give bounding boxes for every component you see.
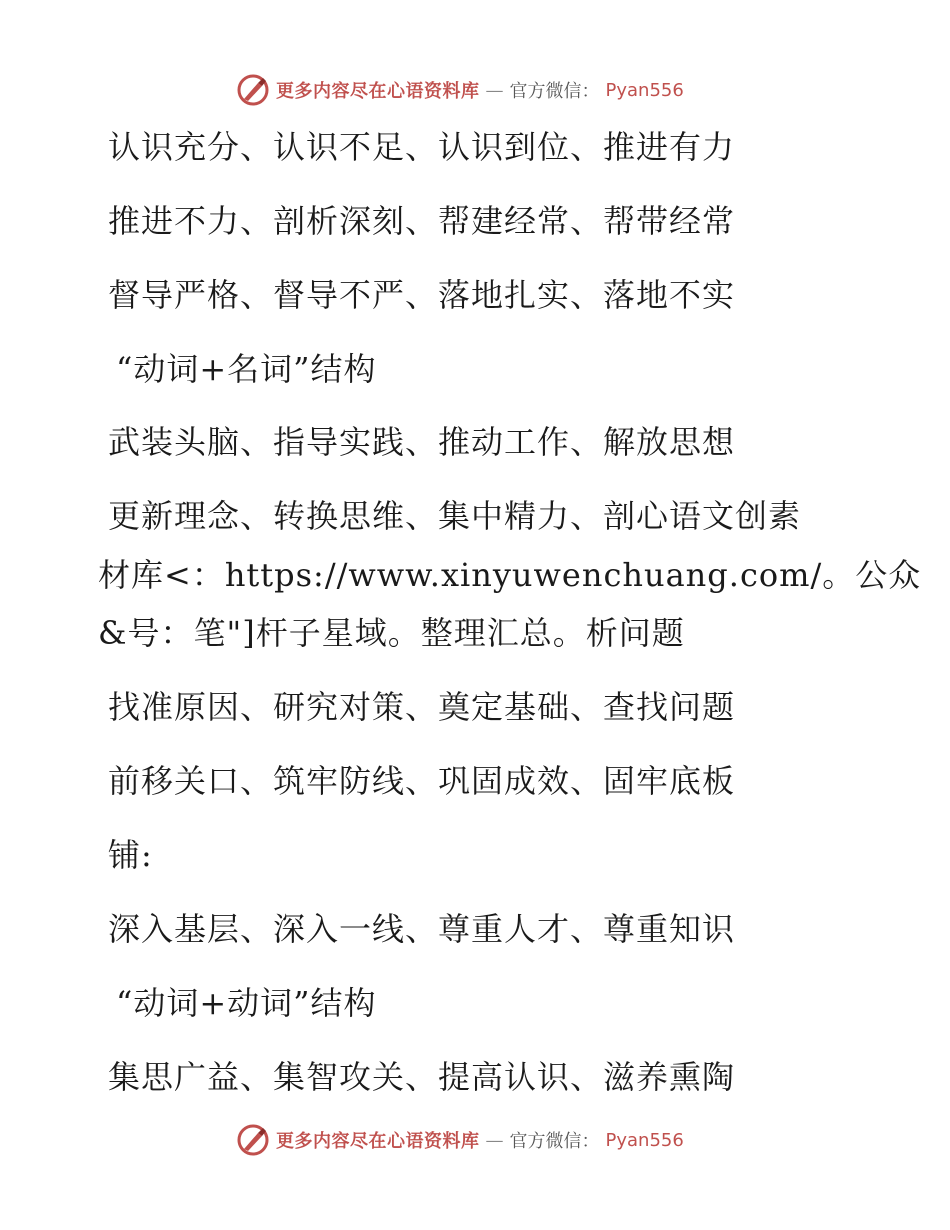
text-line: 前移关口、筑牢防线、巩固成效、固牢底板 — [108, 762, 736, 800]
watermark-wechat-id: Pyan556 — [605, 79, 684, 101]
watermark-text: 更多内容尽在心语资料库 — [276, 81, 480, 102]
watermark-wechat-id: Pyan556 — [605, 1129, 684, 1151]
watermark-separator: — — [485, 79, 504, 101]
watermark-text: 更多内容尽在心语资料库 — [276, 1131, 480, 1152]
text-line: 督导严格、督导不严、落地扎实、落地不实 — [108, 276, 736, 314]
watermark-separator: — — [485, 1129, 504, 1151]
text-line: 找准原因、研究对策、奠定基础、查找问题 — [108, 688, 736, 726]
watermark-official: 官方微信： — [509, 81, 600, 102]
text-line: &号：笔"]杆子星域。整理汇总。析问题 — [98, 614, 685, 652]
text-line: 武装头脑、指导实践、推动工作、解放思想 — [108, 423, 736, 461]
section-heading: “动词+名词”结构 — [116, 350, 377, 388]
section-heading: “动词+动词”结构 — [116, 984, 377, 1022]
watermark-official: 官方微信： — [509, 1131, 600, 1152]
header-watermark — [236, 73, 684, 107]
text-line: 更新理念、转换思维、集中精力、剖心语文创素 — [108, 497, 802, 535]
pen-logo-icon — [236, 73, 270, 107]
text-line: 集思广益、集智攻关、提高认识、滋养熏陶 — [108, 1058, 736, 1096]
text-line: 铺: — [108, 836, 153, 874]
text-line: 材库<：https://www.xinyuwenchuang.com/。公众 — [98, 556, 922, 594]
text-line: 推进不力、剖析深刻、帮建经常、帮带经常 — [108, 202, 736, 240]
pen-logo-icon — [236, 1123, 270, 1157]
text-line: 认识充分、认识不足、认识到位、推进有力 — [108, 128, 736, 166]
footer-watermark — [236, 1123, 684, 1157]
text-line: 深入基层、深入一线、尊重人才、尊重知识 — [108, 910, 736, 948]
